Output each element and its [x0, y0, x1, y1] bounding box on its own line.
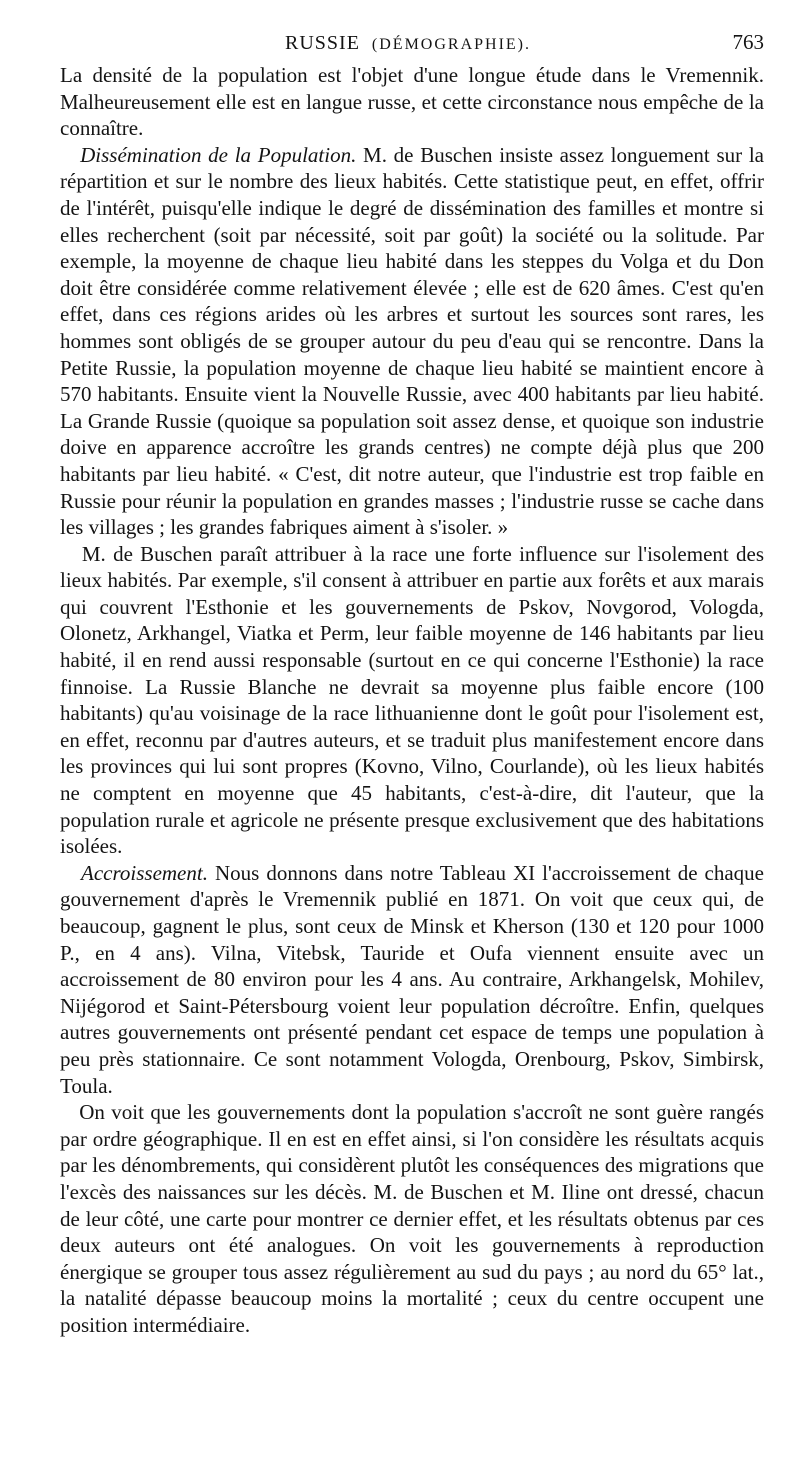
paragraph-text: Nous donnons dans notre Tableau XI l'accroissement de chaque gouvernement d'après le Vremennik publié en 1871. On voit que ceux qui, de beaucoup, gagnent le plus, sont ceux de Minsk et Kherson (130 et 120 pour 1000 P., en 4 ans). Vilna, Vitebsk, Tauride et Oufa viennent ensuite avec un accroissement de 80 environ pour les 4 ans. Au contraire, Arkhangelsk, Mohilev, Nijégorod et Saint-Pétersbourg voient leur population décroître. Enfin, quelques autres gouvernements ont présenté pendant cet espace de temps une population à peu près stationnaire. Ce sont notamment Vologda, Orenbourg, Pskov, Simbirsk, Toula.: [60, 860, 764, 1098]
paragraph-geography: [60, 1099, 764, 1338]
paragraph-density: [60, 62, 764, 142]
running-subtitle: (DÉMOGRAPHIE).: [371, 36, 532, 53]
section-heading-accroissement: Accroissement.: [81, 860, 208, 885]
paragraph-race: [60, 541, 764, 860]
page-number: 763: [732, 30, 764, 54]
paragraph-text: M. de Buschen insiste assez longuement sur la répartition et sur le nombre des lieux habités. Cette statistique peut, en effet, offrir de l'intérêt, puisqu'elle indique le degré de dissémination des familles et montre si elles recherchent (soit par nécessité, soit par goût) la société ou la solitude. Par exemple, la moyenne de chaque lieu habité dans les steppes du Volga et du Don doit être considérée comme relativement élevée ; elle est de 620 âmes. C'est qu'en effet, dans ces régions arides où les arbres et surtout les sources sont rares, les hommes sont obligés de se grouper autour du peu d'eau qui se rencontre. Dans la Petite Russie, la population moyenne de chaque lieu habité se maintient encore à 570 habitants. Ensuite vient la Nouvelle Russie, avec 400 habitants par lieu habité. La Grande Russie (quoique sa population soit assez dense, et quoique son industrie doive en apparence accroître les grands centres) ne compte déjà plus que 200 habitants par lieu habité. « C'est, dit notre auteur, que l'industrie est trop faible en Russie pour réunir la population en grandes masses ; l'industrie russe se cache dans les villages ; les grandes fabriques aiment à s'isoler. »: [60, 142, 764, 540]
paragraph-text: On voit que les gouvernements dont la population s'accroît ne sont guère rangés par ordre géographique. Il en est en effet ainsi, si l'on considère les résultats acquis par les dénombrements, qui considèrent plutôt les conséquences des migrations que l'excès des naissances sur les décès. M. de Buschen et M. Iline ont dressé, chacun de leur côté, une carte pour montrer ce dernier effet, et les résultats obtenus par ces deux auteurs ont été analogues. On voit les gouvernements à reproduction énergique se grouper tous assez régulièrement au sud du pays ; au nord du 65° lat., la natalité dépasse beaucoup moins la mortalité ; ceux du centre occupent une position intermédiaire.: [60, 1100, 765, 1337]
paragraph-text: M. de Buschen paraît attribuer à la race une forte influence sur l'isolement des lieux habités. Par exemple, s'il consent à attribuer en partie aux forêts et aux marais qui couvrent l'Esthonie et les gouvernements de Pskov, Novgorod, Vologda, Olonetz, Arkhangel, Viatka et Perm, leur faible moyenne de 146 habitants par lieu habité, il en rend aussi responsable (surtout en ce qui concerne l'Esthonie) la race finnoise. La Russie Blanche ne devrait sa moyenne plus faible encore (100 habitants) qu'au voisinage de la race lithuanienne dont le goût pour l'isolement est, en effet, reconnu par d'autres auteurs, et se traduit plus manifestement encore dans les provinces qui lui sont propres (Kovno, Vilno, Courlande), où les lieux habités ne comptent en moyenne que 45 habitants, c'est-à-dire, dit l'auteur, que la population rurale et agricole ne présente presque exclusivement que des habitations isolées.: [60, 541, 764, 859]
page-body: [60, 62, 764, 1339]
paragraph-text: La densité de la population est l'objet d'une longue étude dans le Vremennik. Malheureusement elle est en langue russe, et cette circonstance nous empêche de la connaître.: [60, 63, 764, 141]
section-heading-dissemination: Dissémination de la Population.: [80, 142, 357, 167]
page-header: [60, 28, 764, 58]
paragraph-accroissement: [60, 860, 764, 1099]
paragraph-dissemination: [60, 142, 764, 541]
running-title: RUSSIE (DÉMOGRAPHIE).: [285, 32, 532, 54]
